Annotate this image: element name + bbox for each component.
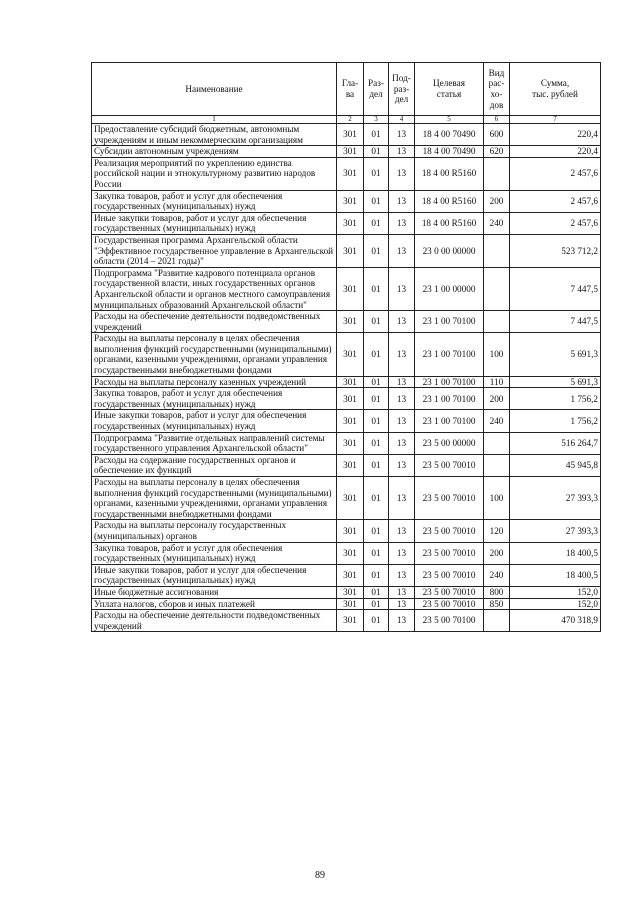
column-number: 7 <box>510 116 601 124</box>
row-glava: 301 <box>337 454 364 476</box>
row-razdel: 01 <box>364 610 389 632</box>
row-name: Иные бюджетные ассигнования <box>92 586 337 598</box>
row-razdel: 01 <box>364 190 389 212</box>
row-podrazdel: 13 <box>389 267 415 310</box>
row-name: Государственная программа Архангельской области "Эффективное государственное управление в Архангельской области (2014 – 2021 годы)" <box>92 234 337 267</box>
row-name: Субсидии автономным учреждениям <box>92 146 337 158</box>
row-glava: 301 <box>337 610 364 632</box>
row-podrazdel: 13 <box>389 477 415 520</box>
column-number: 5 <box>415 116 484 124</box>
row-razdel: 01 <box>364 432 389 454</box>
row-name: Уплата налогов, сборов и иных платежей <box>92 598 337 610</box>
row-glava: 301 <box>337 410 364 432</box>
row-sum: 220,4 <box>510 124 601 146</box>
row-sum: 2 457,6 <box>510 190 601 212</box>
row-target: 18 4 00 70490 <box>415 146 484 158</box>
table-row <box>92 124 601 146</box>
row-vid: 120 <box>484 520 510 542</box>
row-name: Расходы на выплаты персоналу в целях обеспечения выполнения функций государственными (муниципальными) органами, казенными учреждениями, органами управления государственными внебюджетными фондами <box>92 477 337 520</box>
row-podrazdel: 13 <box>389 234 415 267</box>
row-vid <box>484 432 510 454</box>
row-podrazdel: 13 <box>389 520 415 542</box>
row-name: Подпрограмма "Развитие кадрового потенциала органов государственной власти, иных государственных органов Архангельской области и органов местного самоуправления муниципальных образований Архангельской области" <box>92 267 337 310</box>
table-row <box>92 376 601 388</box>
row-sum: 45 945,8 <box>510 454 601 476</box>
row-sum: 2 457,6 <box>510 157 601 190</box>
table-row <box>92 598 601 610</box>
row-sum: 152,0 <box>510 586 601 598</box>
row-sum: 470 318,9 <box>510 610 601 632</box>
table-row <box>92 610 601 632</box>
row-target: 23 5 00 70010 <box>415 598 484 610</box>
row-glava: 301 <box>337 542 364 564</box>
budget-table-container <box>91 62 600 632</box>
row-name: Реализация мероприятий по укреплению единства российской нации и этнокультурному развитию народов России <box>92 157 337 190</box>
table-row <box>92 520 601 542</box>
header-glava: Гла- ва <box>337 63 364 116</box>
row-sum: 18 400,5 <box>510 564 601 586</box>
row-vid: 100 <box>484 477 510 520</box>
row-razdel: 01 <box>364 564 389 586</box>
table-row <box>92 190 601 212</box>
row-podrazdel: 13 <box>389 190 415 212</box>
row-sum: 2 457,6 <box>510 212 601 234</box>
row-glava: 301 <box>337 564 364 586</box>
row-name: Предоставление субсидий бюджетным, автономным учреждениям и иным некоммерческим организациям <box>92 124 337 146</box>
row-name: Расходы на выплаты персоналу в целях обеспечения выполнения функций государственными (муниципальными) органами, казенными учреждениями, органами управления государственными внебюджетными фондами <box>92 333 337 376</box>
row-sum: 27 393,3 <box>510 520 601 542</box>
row-razdel: 01 <box>364 212 389 234</box>
table-row <box>92 477 601 520</box>
row-podrazdel: 13 <box>389 542 415 564</box>
table-row <box>92 333 601 376</box>
row-sum: 5 691,3 <box>510 333 601 376</box>
row-target: 23 5 00 70100 <box>415 610 484 632</box>
row-glava: 301 <box>337 157 364 190</box>
row-vid: 800 <box>484 586 510 598</box>
row-name: Подпрограмма "Развитие отдельных направлений системы государственного управления Архангельской области" <box>92 432 337 454</box>
row-glava: 301 <box>337 267 364 310</box>
row-name: Иные закупки товаров, работ и услуг для обеспечения государственных (муниципальных) нужд <box>92 410 337 432</box>
row-target: 23 1 00 70100 <box>415 410 484 432</box>
row-razdel: 01 <box>364 333 389 376</box>
row-glava: 301 <box>337 477 364 520</box>
row-vid: 620 <box>484 146 510 158</box>
table-row <box>92 542 601 564</box>
row-target: 23 5 00 70010 <box>415 520 484 542</box>
row-target: 23 1 00 70100 <box>415 333 484 376</box>
row-name: Расходы на содержание государственных органов и обеспечение их функций <box>92 454 337 476</box>
column-number: 2 <box>337 116 364 124</box>
row-podrazdel: 13 <box>389 598 415 610</box>
row-glava: 301 <box>337 146 364 158</box>
row-sum: 7 447,5 <box>510 311 601 333</box>
row-sum: 523 712,2 <box>510 234 601 267</box>
row-name: Закупка товаров, работ и услуг для обеспечения государственных (муниципальных) нужд <box>92 542 337 564</box>
row-sum: 152,0 <box>510 598 601 610</box>
page-number: 89 <box>315 870 325 881</box>
row-vid: 240 <box>484 564 510 586</box>
table-row <box>92 311 601 333</box>
row-podrazdel: 13 <box>389 454 415 476</box>
row-glava: 301 <box>337 432 364 454</box>
row-target: 23 1 00 70100 <box>415 376 484 388</box>
row-sum: 18 400,5 <box>510 542 601 564</box>
row-target: 23 5 00 70010 <box>415 454 484 476</box>
column-number: 3 <box>364 116 389 124</box>
row-vid: 100 <box>484 333 510 376</box>
row-sum: 220,4 <box>510 146 601 158</box>
row-podrazdel: 13 <box>389 333 415 376</box>
table-row <box>92 454 601 476</box>
row-podrazdel: 13 <box>389 212 415 234</box>
row-name: Иные закупки товаров, работ и услуг для обеспечения государственных (муниципальных) нужд <box>92 212 337 234</box>
row-vid: 240 <box>484 410 510 432</box>
table-row <box>92 410 601 432</box>
table-row <box>92 146 601 158</box>
row-razdel: 01 <box>364 124 389 146</box>
row-razdel: 01 <box>364 410 389 432</box>
row-target: 23 5 00 70010 <box>415 542 484 564</box>
header-vid-rashodov: Вид рас- хо- дов <box>484 63 510 116</box>
row-vid <box>484 267 510 310</box>
table-row <box>92 157 601 190</box>
column-number: 6 <box>484 116 510 124</box>
row-razdel: 01 <box>364 586 389 598</box>
row-razdel: 01 <box>364 157 389 190</box>
row-glava: 301 <box>337 333 364 376</box>
row-glava: 301 <box>337 388 364 410</box>
row-target: 23 5 00 70010 <box>415 477 484 520</box>
table-body <box>92 124 601 632</box>
table-row <box>92 234 601 267</box>
row-razdel: 01 <box>364 598 389 610</box>
row-target: 23 5 00 70010 <box>415 586 484 598</box>
column-number: 4 <box>389 116 415 124</box>
row-vid: 200 <box>484 190 510 212</box>
row-glava: 301 <box>337 586 364 598</box>
table-row <box>92 267 601 310</box>
row-razdel: 01 <box>364 388 389 410</box>
table-row <box>92 564 601 586</box>
row-podrazdel: 13 <box>389 586 415 598</box>
row-razdel: 01 <box>364 477 389 520</box>
row-name: Расходы на обеспечение деятельности подведомственных учреждений <box>92 610 337 632</box>
header-podrazdel: Под- раз- дел <box>389 63 415 116</box>
row-podrazdel: 13 <box>389 157 415 190</box>
row-podrazdel: 13 <box>389 376 415 388</box>
row-glava: 301 <box>337 311 364 333</box>
row-podrazdel: 13 <box>389 311 415 333</box>
row-podrazdel: 13 <box>389 388 415 410</box>
row-vid <box>484 454 510 476</box>
table-row <box>92 212 601 234</box>
row-vid <box>484 311 510 333</box>
row-target: 18 4 00 70490 <box>415 124 484 146</box>
table-row <box>92 388 601 410</box>
row-glava: 301 <box>337 598 364 610</box>
row-vid: 600 <box>484 124 510 146</box>
row-glava: 301 <box>337 212 364 234</box>
row-vid: 240 <box>484 212 510 234</box>
row-glava: 301 <box>337 234 364 267</box>
row-sum: 516 264,7 <box>510 432 601 454</box>
row-podrazdel: 13 <box>389 610 415 632</box>
row-name: Закупка товаров, работ и услуг для обеспечения государственных (муниципальных) нужд <box>92 388 337 410</box>
row-razdel: 01 <box>364 234 389 267</box>
row-podrazdel: 13 <box>389 146 415 158</box>
row-name: Расходы на выплаты персоналу государственных (муниципальных) органов <box>92 520 337 542</box>
header-razdel: Раз- дел <box>364 63 389 116</box>
row-target: 23 0 00 00000 <box>415 234 484 267</box>
row-vid: 200 <box>484 542 510 564</box>
row-sum: 1 756,2 <box>510 388 601 410</box>
row-target: 23 5 00 00000 <box>415 432 484 454</box>
row-target: 18 4 00 R5160 <box>415 212 484 234</box>
row-razdel: 01 <box>364 542 389 564</box>
row-sum: 1 756,2 <box>510 410 601 432</box>
row-vid: 110 <box>484 376 510 388</box>
row-sum: 5 691,3 <box>510 376 601 388</box>
row-target: 23 1 00 00000 <box>415 267 484 310</box>
row-target: 18 4 00 R5160 <box>415 190 484 212</box>
row-target: 18 4 00 R5160 <box>415 157 484 190</box>
row-podrazdel: 13 <box>389 564 415 586</box>
row-glava: 301 <box>337 376 364 388</box>
row-vid <box>484 234 510 267</box>
row-name: Расходы на обеспечение деятельности подведомственных учреждений <box>92 311 337 333</box>
row-glava: 301 <box>337 124 364 146</box>
row-name: Расходы на выплаты персоналу казенных учреждений <box>92 376 337 388</box>
row-sum: 27 393,3 <box>510 477 601 520</box>
row-vid: 200 <box>484 388 510 410</box>
row-target: 23 5 00 70010 <box>415 564 484 586</box>
header-name: Наименование <box>92 63 337 116</box>
row-glava: 301 <box>337 190 364 212</box>
row-target: 23 1 00 70100 <box>415 311 484 333</box>
row-razdel: 01 <box>364 376 389 388</box>
row-podrazdel: 13 <box>389 410 415 432</box>
row-podrazdel: 13 <box>389 124 415 146</box>
row-target: 23 1 00 70100 <box>415 388 484 410</box>
row-razdel: 01 <box>364 454 389 476</box>
row-name: Иные закупки товаров, работ и услуг для обеспечения государственных (муниципальных) нужд <box>92 564 337 586</box>
row-vid <box>484 157 510 190</box>
row-razdel: 01 <box>364 146 389 158</box>
row-vid: 850 <box>484 598 510 610</box>
row-name: Закупка товаров, работ и услуг для обеспечения государственных (муниципальных) нужд <box>92 190 337 212</box>
column-number: 1 <box>92 116 337 124</box>
header-row <box>92 63 601 116</box>
table-row <box>92 432 601 454</box>
header-celevaya-statya: Целевая статья <box>415 63 484 116</box>
row-sum: 7 447,5 <box>510 267 601 310</box>
row-podrazdel: 13 <box>389 432 415 454</box>
row-vid <box>484 610 510 632</box>
header-summa: Сумма, тыс. рублей <box>510 63 601 116</box>
row-glava: 301 <box>337 520 364 542</box>
row-razdel: 01 <box>364 311 389 333</box>
table-row <box>92 586 601 598</box>
row-razdel: 01 <box>364 267 389 310</box>
budget-table <box>91 62 601 632</box>
row-razdel: 01 <box>364 520 389 542</box>
column-number-row <box>92 116 601 124</box>
